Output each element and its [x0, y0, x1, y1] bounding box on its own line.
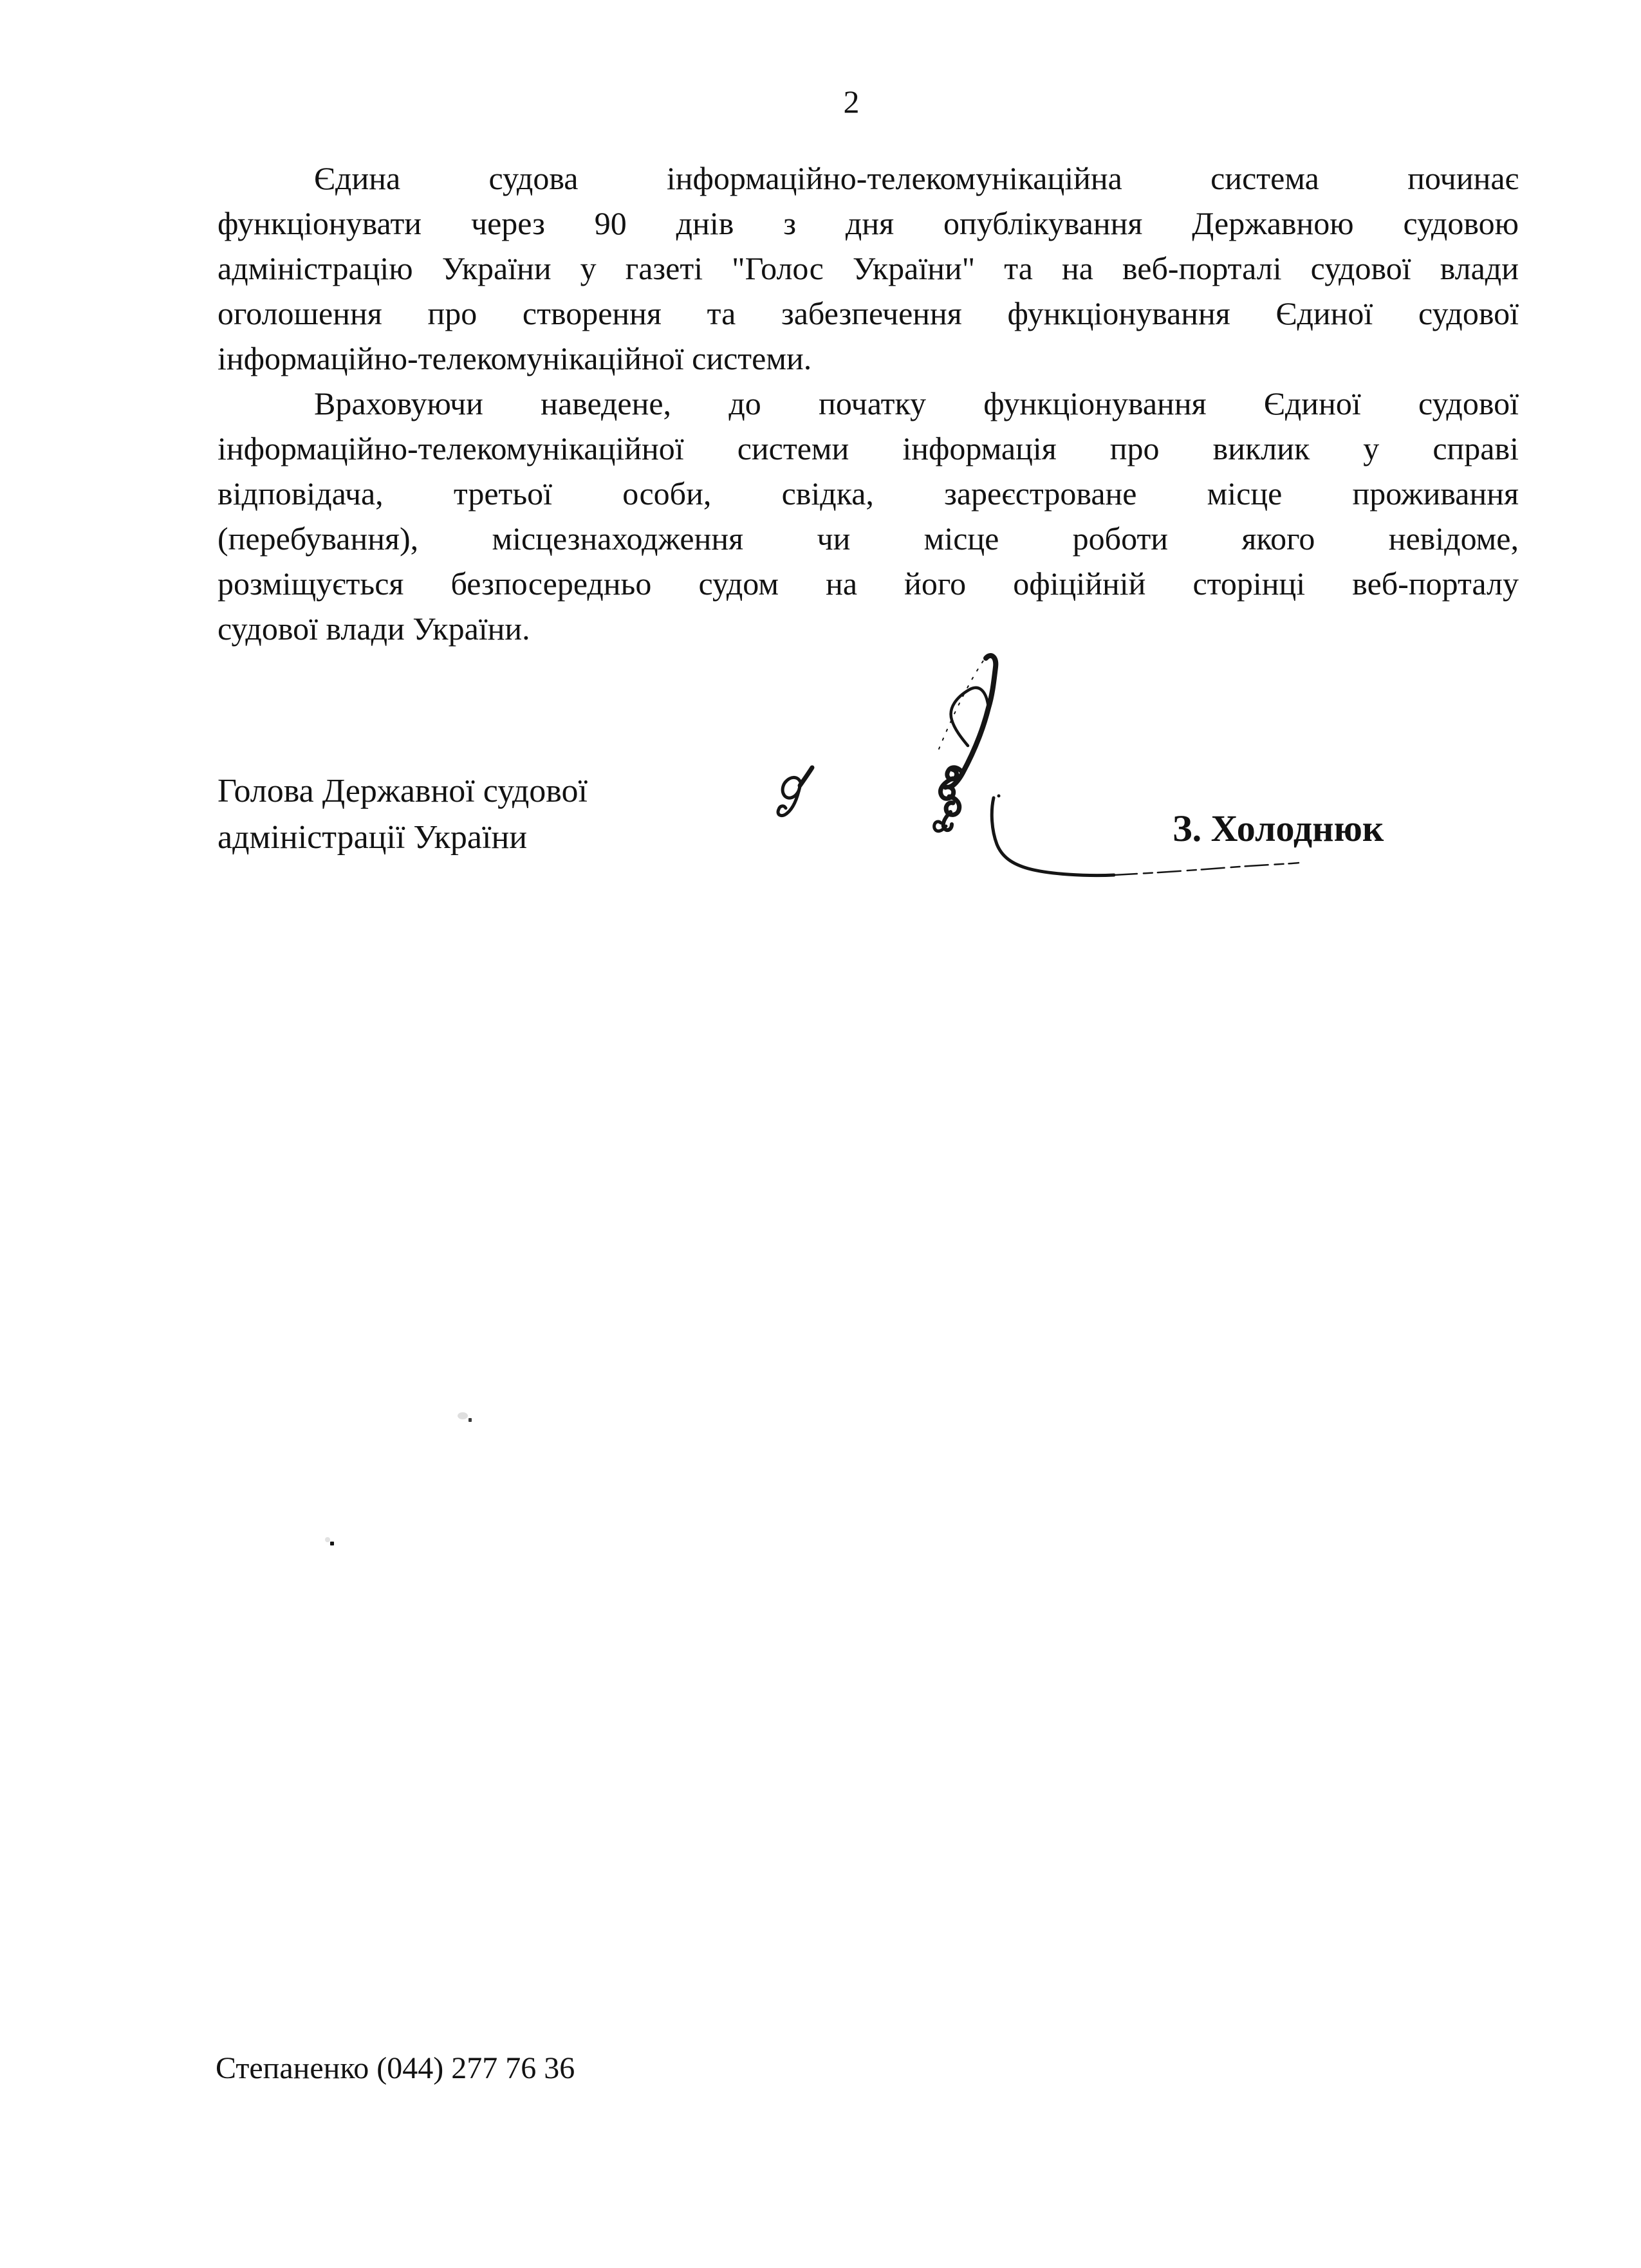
text-line: (перебування), місцезнаходження чи місце роботи якого невідоме,	[218, 521, 1519, 557]
text-line: інформаційно-телекомунікаційної системи.	[218, 340, 812, 376]
text-line: розміщується безпосередньо судом на його офіційній сторінці веб-порталу	[218, 566, 1519, 602]
signer-name: З. Холоднюк	[1173, 807, 1384, 849]
signature-title-line: адміністрації України	[218, 819, 528, 856]
scan-speck	[325, 1537, 330, 1542]
scan-speck	[458, 1412, 468, 1419]
text-line: оголошення про створення та забезпечення функціонування Єдиної судової	[218, 295, 1519, 331]
text-line: функціонувати через 90 днів з дня опублікування Державною судовою	[218, 205, 1519, 241]
scan-speck	[468, 1418, 472, 1422]
document-body	[218, 156, 1519, 651]
paragraph-2	[218, 381, 1519, 651]
text-line: Єдина судова інформаційно-телекомунікаційна система починає	[314, 160, 1519, 196]
text-line: судової влади України.	[218, 611, 530, 647]
footer-contact: Степаненко (044) 277 76 36	[216, 2051, 575, 2085]
text-line: Враховуючи наведене, до початку функціонування Єдиної судової	[314, 385, 1519, 421]
scan-speck	[330, 1542, 334, 1545]
handwritten-signature	[740, 631, 1351, 907]
signature-title	[218, 768, 588, 861]
signature-title-line: Голова Державної судової	[218, 773, 588, 809]
text-line: відповідача, третьої особи, свідка, зареєстроване місце проживання	[218, 475, 1519, 512]
page-number: 2	[843, 84, 860, 120]
signature-ink-icon	[740, 631, 1351, 907]
paragraph-1	[218, 156, 1519, 381]
text-line: інформаційно-телекомунікаційної системи інформація про виклик у справі	[218, 430, 1519, 466]
text-line: адміністрацію України у газеті "Голос України" та на веб-порталі судової влади	[218, 250, 1519, 286]
